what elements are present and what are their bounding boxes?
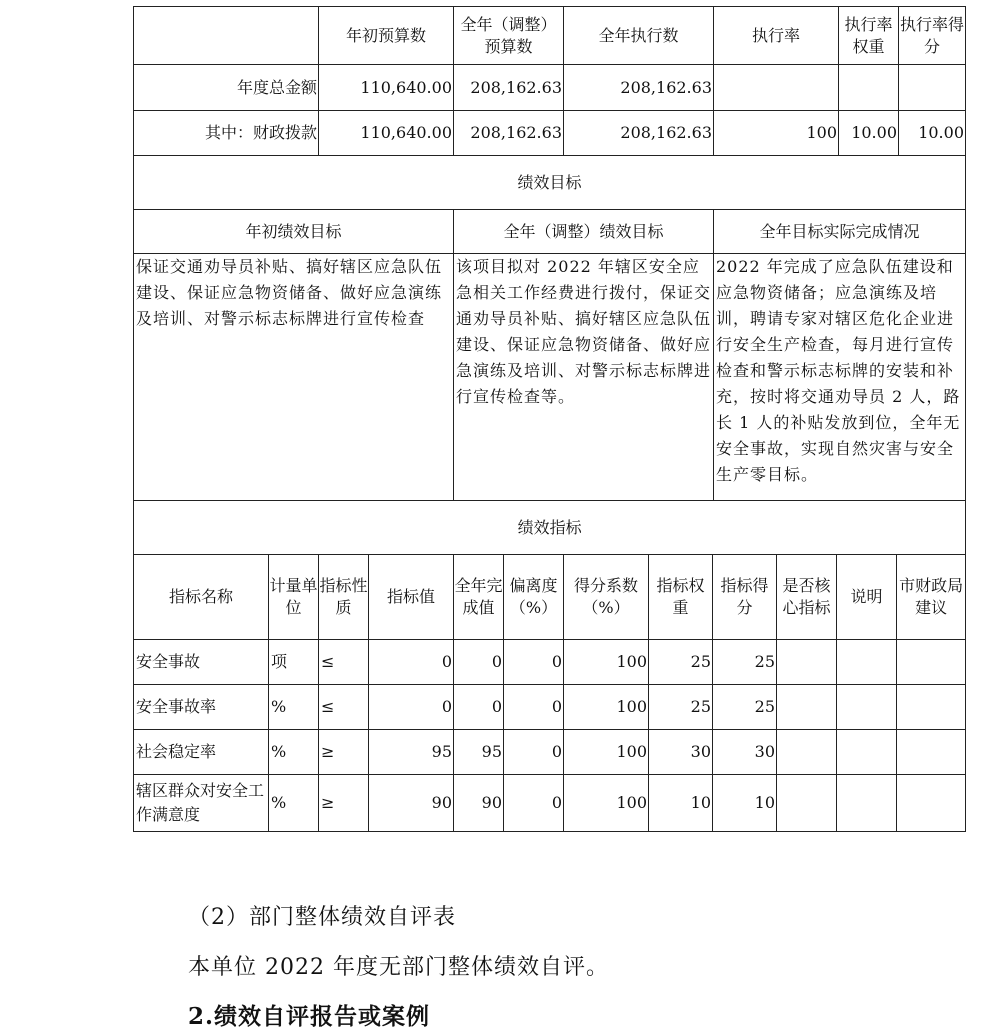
indicator-name: 安全事故率 [134,685,269,730]
indicator-unit: % [269,730,319,775]
indicator-advice [897,730,966,775]
indicator-coef: 100 [564,730,649,775]
indicators-header-row [134,555,966,640]
rate-weight-value: 10.00 [839,111,899,156]
indicator-weight: 25 [649,640,713,685]
indicators-table [133,500,966,832]
header-indicator-name: 指标名称 [134,555,269,640]
header-rate-score: 执行率得分 [899,7,966,65]
table-row [134,640,966,685]
indicator-coef: 100 [564,775,649,832]
indicators-title-row [134,501,966,555]
indicator-weight: 30 [649,730,713,775]
indicator-score: 10 [713,775,777,832]
indicator-core [777,775,837,832]
exec-rate-value: 100 [714,111,839,156]
indicator-deviation: 0 [504,775,564,832]
header-adjusted-goal: 全年（调整）绩效目标 [454,210,714,254]
header-unit: 计量单位 [269,555,319,640]
indicator-coef: 100 [564,685,649,730]
dept-eval-statement: 本单位 2022 年度无部门整体绩效自评。 [188,955,609,980]
header-advice: 市财政局建议 [897,555,966,640]
table-row [134,685,966,730]
indicator-nature: ≥ [319,775,369,832]
indicator-coef: 100 [564,640,649,685]
indicator-core [777,640,837,685]
section-heading-dept-eval: （2）部门整体绩效自评表 [188,905,456,930]
indicator-complete: 0 [454,685,504,730]
indicator-name: 社会稳定率 [134,730,269,775]
indicator-note [837,640,897,685]
goals-content-row [134,254,966,501]
indicator-unit: 项 [269,640,319,685]
indicator-weight: 10 [649,775,713,832]
indicator-complete: 0 [454,640,504,685]
row-label: 其中：财政拨款 [134,111,319,156]
header-actual-completion: 全年目标实际完成情况 [714,210,966,254]
indicator-weight: 25 [649,685,713,730]
budget-header-row [134,7,966,65]
header-target: 指标值 [369,555,454,640]
goals-section-title: 绩效目标 [134,156,966,210]
rate-weight-value [839,65,899,111]
indicator-nature: ≤ [319,640,369,685]
adjusted-budget-value: 208,162.63 [454,111,564,156]
header-weight: 指标权重 [649,555,713,640]
indicator-unit: % [269,775,319,832]
header-nature: 指标性质 [319,555,369,640]
header-coef: 得分系数（%） [564,555,649,640]
indicator-advice [897,775,966,832]
indicator-score: 25 [713,640,777,685]
indicator-core [777,730,837,775]
indicator-name: 安全事故 [134,640,269,685]
adjusted-goal-text: 该项目拟对 2022 年辖区安全应急相关工作经费进行拨付，保证交通劝导员补贴、搞好辖区应急队伍建设、保证应急物资储备、做好应急演练及培训、对警示标志标牌进行宣传检查等。 [454,254,714,501]
header-deviation: 偏离度（%） [504,555,564,640]
indicators-section-title: 绩效指标 [134,501,966,555]
indicator-deviation: 0 [504,685,564,730]
header-note: 说明 [837,555,897,640]
budget-corner-cell [134,7,319,65]
indicator-nature: ≥ [319,730,369,775]
table-row [134,775,966,832]
budget-row-total [134,65,966,111]
goals-header-row [134,210,966,254]
indicator-target: 90 [369,775,454,832]
indicator-unit: % [269,685,319,730]
table-row [134,730,966,775]
indicator-advice [897,640,966,685]
rate-score-value [899,65,966,111]
header-initial-budget: 年初预算数 [319,7,454,65]
indicator-score: 25 [713,685,777,730]
header-initial-goal: 年初绩效目标 [134,210,454,254]
executed-value: 208,162.63 [564,111,714,156]
section-heading-report: 2.绩效自评报告或案例 [188,1003,431,1030]
actual-completion-text: 2022 年完成了应急队伍建设和应急物资储备；应急演练及培训，聘请专家对辖区危化企业进行安全生产检查，每月进行宣传检查和警示标志标牌的安装和补充，按时将交通劝导员 2 人，路长 1 人的补贴发放到位，全年无安全事故，实现自然灾害与安全生产零目标。 [714,254,966,501]
budget-goals-table [133,6,966,501]
indicator-core [777,685,837,730]
header-executed: 全年执行数 [564,7,714,65]
header-adjusted-budget: 全年（调整）预算数 [454,7,564,65]
row-label: 年度总金额 [134,65,319,111]
budget-row-fiscal [134,111,966,156]
header-exec-rate: 执行率 [714,7,839,65]
initial-goal-text: 保证交通劝导员补贴、搞好辖区应急队伍建设、保证应急物资储备、做好应急演练及培训、对警示标志标牌进行宣传检查 [134,254,454,501]
header-rate-weight: 执行率权重 [839,7,899,65]
indicator-nature: ≤ [319,685,369,730]
indicator-target: 95 [369,730,454,775]
indicator-note [837,730,897,775]
indicator-score: 30 [713,730,777,775]
header-score: 指标得分 [713,555,777,640]
executed-value: 208,162.63 [564,65,714,111]
initial-budget-value: 110,640.00 [319,111,454,156]
indicator-target: 0 [369,685,454,730]
adjusted-budget-value: 208,162.63 [454,65,564,111]
indicator-note [837,775,897,832]
indicator-complete: 90 [454,775,504,832]
goals-title-row [134,156,966,210]
indicator-complete: 95 [454,730,504,775]
indicator-target: 0 [369,640,454,685]
indicator-deviation: 0 [504,730,564,775]
indicator-advice [897,685,966,730]
header-complete: 全年完成值 [454,555,504,640]
header-core: 是否核心指标 [777,555,837,640]
indicator-name: 辖区群众对安全工作满意度 [134,775,269,832]
indicator-deviation: 0 [504,640,564,685]
initial-budget-value: 110,640.00 [319,65,454,111]
rate-score-value: 10.00 [899,111,966,156]
indicator-note [837,685,897,730]
exec-rate-value [714,65,839,111]
